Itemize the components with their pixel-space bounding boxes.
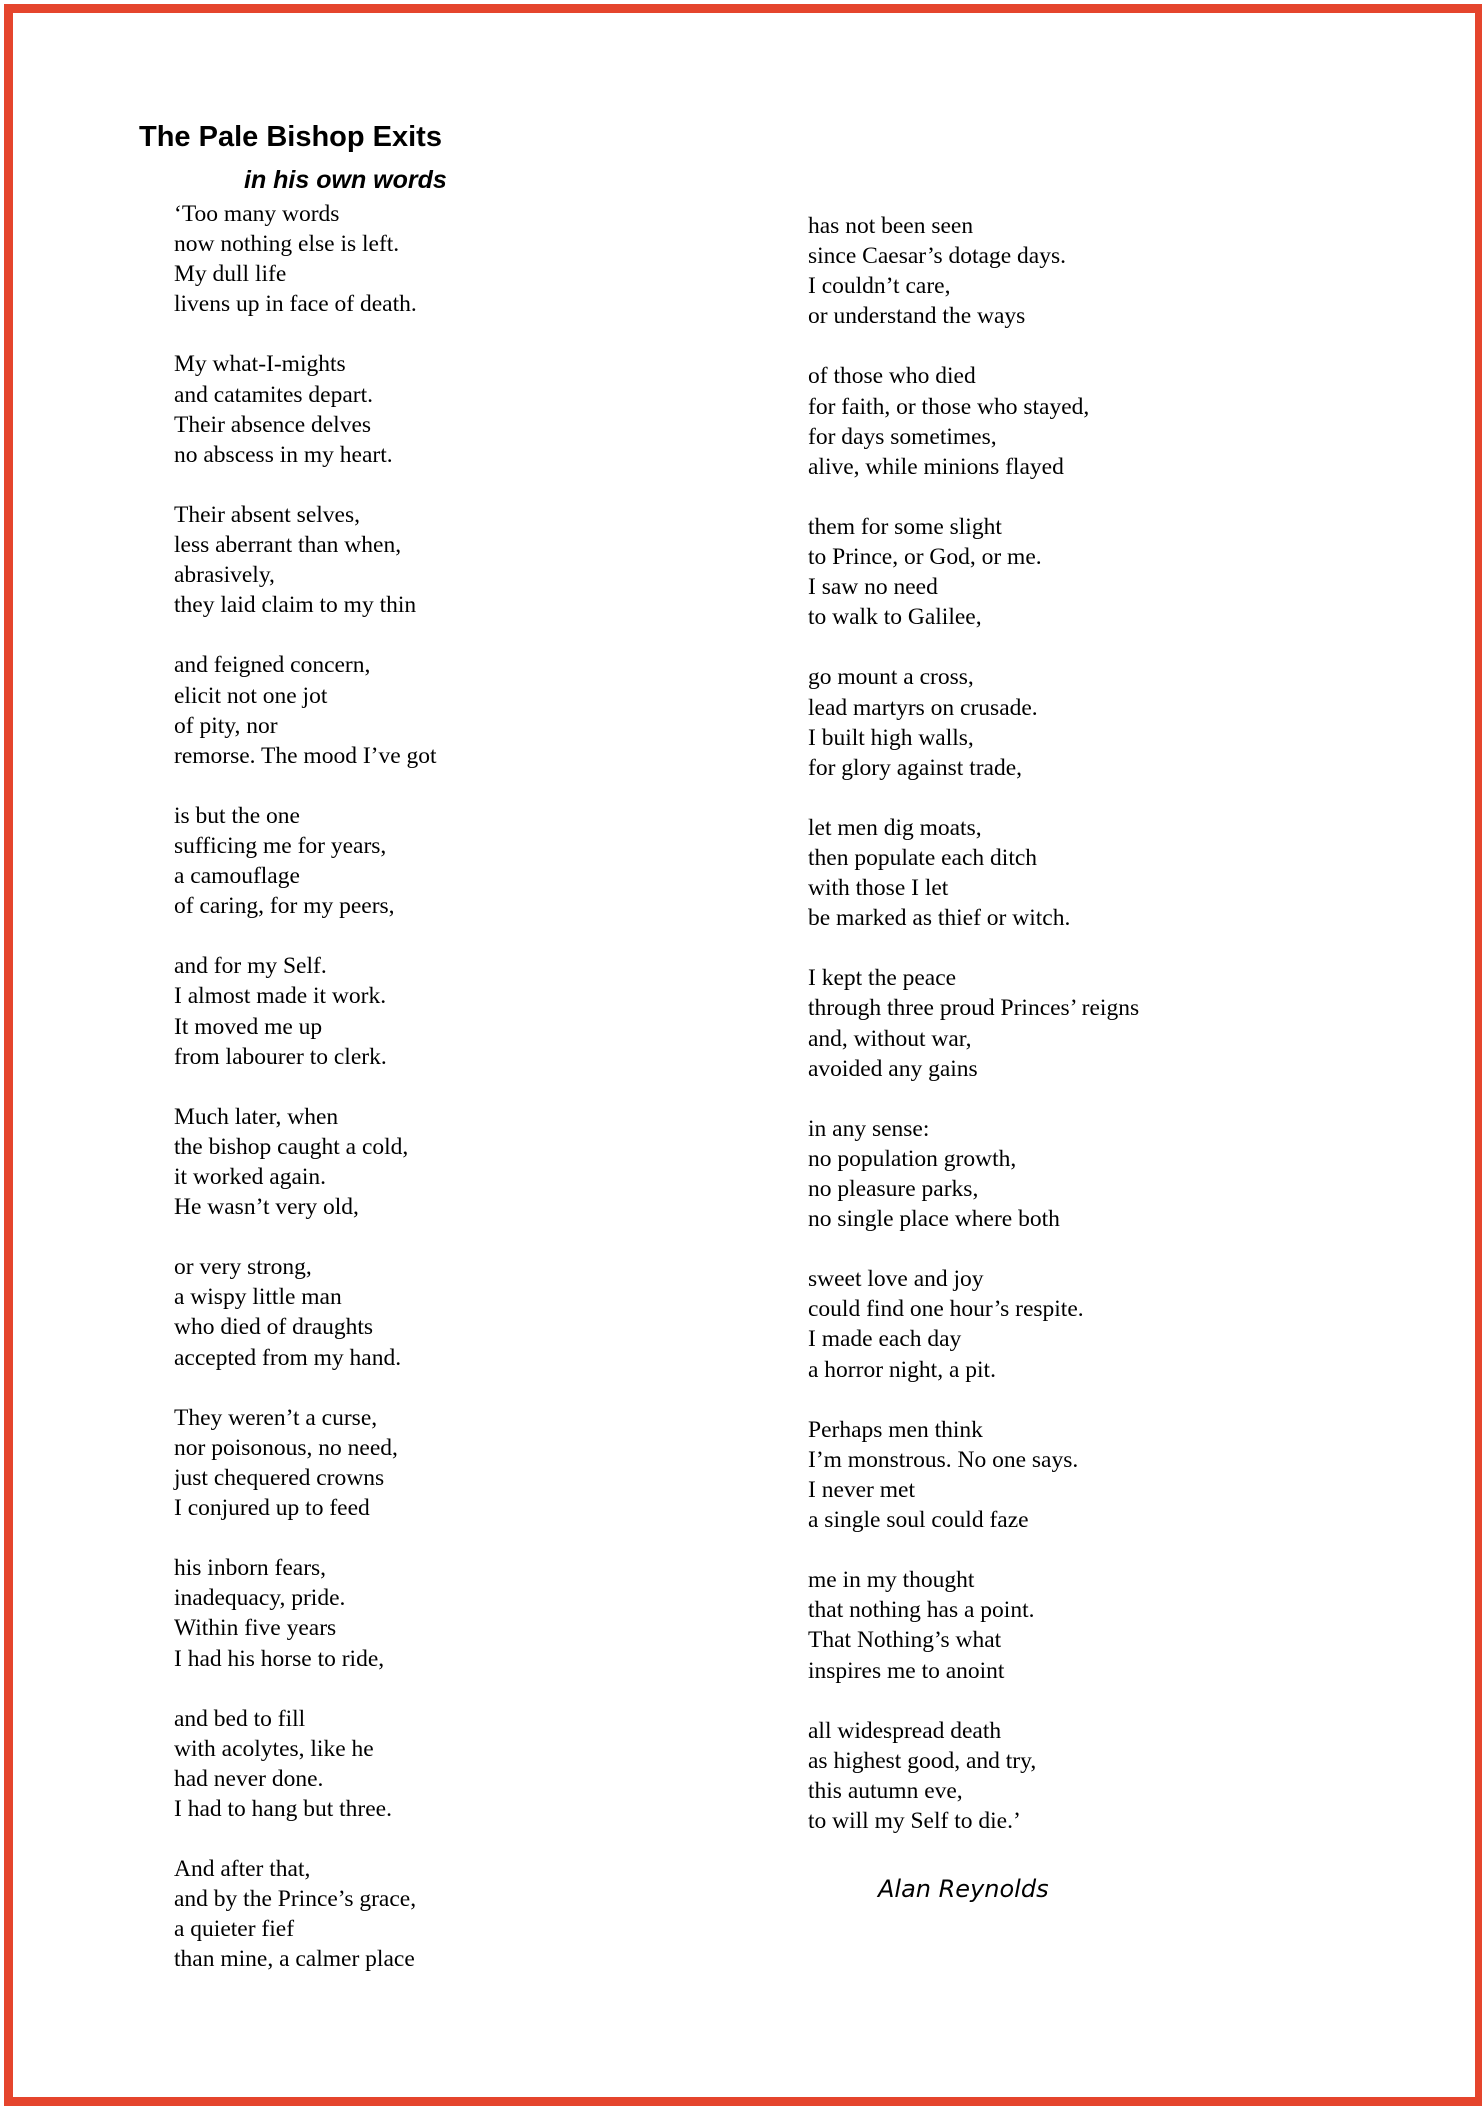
author-signature: Alan Reynolds [878,1875,1049,1903]
poem-line: I had his horse to ride, [174,1645,385,1672]
poem-line: for glory against trade, [808,754,1023,781]
poem-line: let men dig moats, [808,814,982,841]
poem-line: livens up in face of death. [174,291,417,318]
poem-line: of pity, nor [174,712,278,739]
poem-line: go mount a cross, [808,664,974,691]
stanza [808,361,1139,481]
poem-line: me in my thought [808,1567,975,1594]
poem-line: the bishop caught a cold, [174,1133,409,1160]
poem-line: They weren’t a curse, [174,1404,378,1431]
poem-line: Much later, when [174,1103,339,1130]
poem-line: less aberrant than when, [174,532,402,559]
poem-line: this autumn eve, [808,1777,963,1804]
poem-line: a quieter fief [174,1916,295,1943]
poem-line: no abscess in my heart. [174,441,393,468]
stanza [808,1565,1139,1685]
poem-line: My what-I-mights [174,351,346,378]
poem-line: remorse. The mood I’ve got [174,742,437,769]
poem-line: that nothing has a point. [808,1597,1035,1624]
poem-line: all widespread death [808,1717,1002,1744]
stanza [808,662,1139,782]
stanza [174,951,437,1071]
poem-line: with those I let [808,875,949,902]
stanza [808,813,1139,933]
poem-line: And after that, [174,1856,311,1883]
poem-line: then populate each ditch [808,844,1038,871]
stanza [174,1553,437,1673]
poem-line: I never met [808,1476,916,1503]
poem-line: I almost made it work. [174,983,387,1010]
poem-line: through three proud Princes’ reigns [808,995,1140,1022]
poem-line: to walk to Galilee, [808,604,982,631]
poem-line: since Caesar’s dotage days. [808,243,1066,270]
stanza [808,211,1139,331]
stanza [174,500,437,620]
poem-line: Perhaps men think [808,1416,983,1443]
poem-line: Within five years [174,1615,337,1642]
poem-line: of those who died [808,363,976,390]
stanza [174,199,437,319]
poem-line: He wasn’t very old, [174,1194,359,1221]
poem-line: for faith, or those who stayed, [808,393,1090,420]
poem-line: I built high walls, [808,724,974,751]
poem-line: inadequacy, pride. [174,1585,346,1612]
stanza [174,801,437,921]
poem-line: no population growth, [808,1145,1017,1172]
poem-line: with acolytes, like he [174,1735,374,1762]
stanza [174,349,437,469]
poem-line: Their absence delves [174,411,372,438]
stanza [174,1403,437,1523]
poem-column-right [808,211,1139,1836]
poem-line: I made each day [808,1326,962,1353]
stanza [808,512,1139,632]
stanza [808,1264,1139,1384]
poem-line: Their absent selves, [174,501,360,528]
poem-line: and for my Self. [174,953,327,980]
poem-subtitle: in his own words [244,166,447,194]
poem-line: That Nothing’s what [808,1627,1002,1654]
poem-line: I conjured up to feed [174,1495,370,1522]
poem-line: and, without war, [808,1025,972,1052]
poem-line: could find one hour’s respite. [808,1296,1084,1323]
poem-line: and bed to fill [174,1705,306,1732]
stanza [174,1704,437,1824]
poem-line: than mine, a calmer place [174,1946,415,1973]
poem-line: in any sense: [808,1115,930,1142]
poem-line: or very strong, [174,1254,312,1281]
poem-line: who died of draughts [174,1314,374,1341]
poem-line: it worked again. [174,1164,327,1190]
poem-line: lead martyrs on crusade. [808,694,1038,721]
poem-line: abrasively, [174,562,275,589]
poem-line: It moved me up [174,1013,323,1040]
poem-line: sweet love and joy [808,1266,984,1293]
poem-line: alive, while minions flayed [808,453,1064,480]
poem-line: and feigned concern, [174,652,371,679]
poem-line: or understand the ways [808,303,1026,330]
poem-line: I’m monstrous. No one says. [808,1446,1079,1473]
poem-line: is but the one [174,802,300,829]
poem-line: I couldn’t care, [808,273,951,300]
poem-line: of caring, for my peers, [174,893,395,920]
poem-line: from labourer to clerk. [174,1043,387,1070]
stanza [174,650,437,770]
poem-line: no pleasure parks, [808,1176,979,1202]
poem-line: a camouflage [174,863,300,890]
poem-line: I saw no need [808,574,938,601]
poem-line: I had to hang but three. [174,1795,392,1822]
poem-line: My dull life [174,261,287,288]
stanza [174,1854,437,1974]
poem-line: no single place where both [808,1206,1060,1233]
stanza [808,963,1139,1083]
stanza [808,1114,1139,1234]
poem-line: and by the Prince’s grace, [174,1886,417,1913]
poem-line: accepted from my hand. [174,1344,402,1371]
poem-line: a single soul could faze [808,1507,1029,1534]
stanza [174,1102,437,1222]
poem-column-left [174,199,437,1975]
poem-line: for days sometimes, [808,423,997,450]
stanza [174,1252,437,1372]
poem-line: to Prince, or God, or me. [808,544,1042,571]
poem-line: they laid claim to my thin [174,592,417,619]
poem-line: sufficing me for years, [174,832,387,859]
poem-line: them for some slight [808,513,1002,540]
poem-title: The Pale Bishop Exits [139,121,442,153]
poem-line: to will my Self to die.’ [808,1807,1021,1834]
stanza [808,1415,1139,1535]
poem-line: had never done. [174,1765,324,1792]
poem-line: inspires me to anoint [808,1657,1005,1684]
poem-line: has not been seen [808,213,974,239]
poem-line: elicit not one jot [174,682,328,709]
poem-line: a horror night, a pit. [808,1356,996,1383]
poem-line: avoided any gains [808,1055,978,1082]
poem-line: I kept the peace [808,965,957,992]
poem-line: now nothing else is left. [174,231,400,258]
poem-line: just chequered crowns [174,1464,385,1491]
stanza [808,1716,1139,1836]
poem-line: a wispy little man [174,1284,342,1311]
poem-line: as highest good, and try, [808,1747,1037,1774]
poem-line: nor poisonous, no need, [174,1434,398,1461]
poem-line: ‘Too many words [174,201,340,227]
poem-line: and catamites depart. [174,381,374,408]
poem-line: be marked as thief or witch. [808,905,1071,932]
poem-line: his inborn fears, [174,1555,327,1582]
